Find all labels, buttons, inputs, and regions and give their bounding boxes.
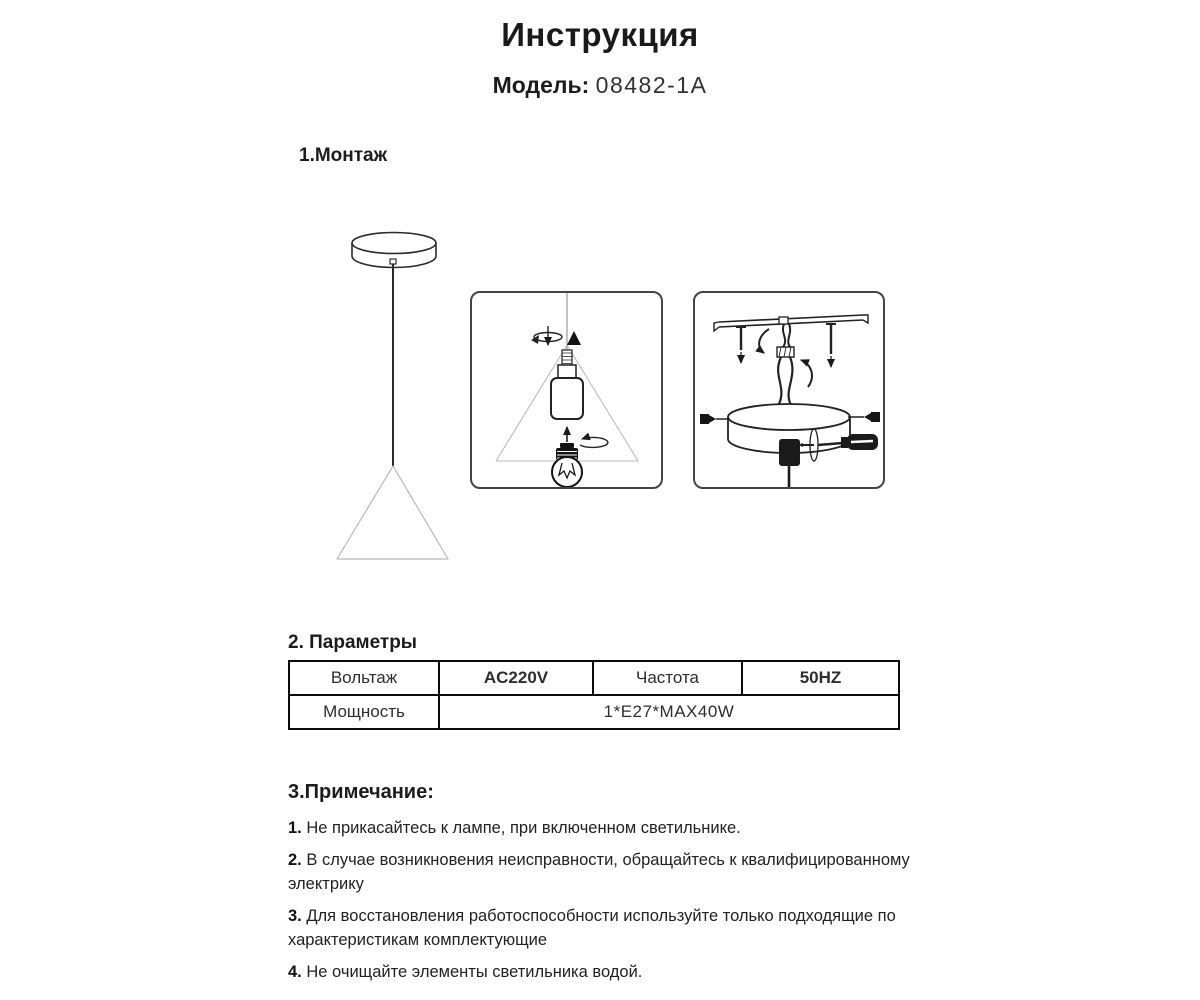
- frequency-label-cell: Частота: [593, 661, 742, 695]
- note-number: 4.: [288, 963, 302, 981]
- note-number: 3.: [288, 907, 302, 925]
- page-title: Инструкция: [501, 16, 699, 53]
- model-label: Модель:: [492, 72, 590, 98]
- note-text: Для восстановления работоспособности используйте только подходящие по характеристикам комплектующие: [288, 907, 896, 949]
- pendant-cone-lamp-drawing: [330, 226, 465, 571]
- bulb-installation-figure: [470, 291, 663, 489]
- note-item: [288, 960, 916, 984]
- model-number: 08482-1A: [595, 72, 708, 98]
- voltage-label-cell: Вольтаж: [289, 661, 439, 695]
- note-number: 1.: [288, 819, 302, 837]
- note-text: В случае возникновения неисправности, обращайтесь к квалифицированному электрику: [288, 851, 910, 893]
- power-label-cell: Мощность: [289, 695, 439, 729]
- note-text: Не прикасайтесь к лампе, при включенном светильнике.: [306, 819, 741, 837]
- note-item: [288, 816, 916, 840]
- section-montage-heading: 1.Монтаж: [299, 145, 388, 166]
- pendant-lamp-figure: [330, 226, 465, 571]
- bulb-socket-assembly-drawing: [472, 293, 661, 487]
- ceiling-bracket-mounting-drawing: [695, 293, 883, 487]
- note-item: [288, 848, 916, 896]
- power-value-cell: 1*E27*MAX40W: [439, 695, 899, 729]
- section-parameters-heading: 2. Параметры: [288, 632, 418, 653]
- voltage-value-cell: AC220V: [439, 661, 593, 695]
- frequency-value-cell: 50HZ: [742, 661, 899, 695]
- section-notes-heading: 3.Примечание:: [288, 781, 434, 803]
- parameters-table: [288, 660, 900, 730]
- table-row: [289, 695, 899, 729]
- note-number: 2.: [288, 851, 302, 869]
- note-item: [288, 904, 916, 952]
- model-line: [0, 72, 1200, 99]
- notes-section: [288, 781, 916, 992]
- note-text: Не очищайте элементы светильника водой.: [306, 963, 643, 981]
- canopy-mounting-figure: [693, 291, 885, 489]
- table-row: [289, 661, 899, 695]
